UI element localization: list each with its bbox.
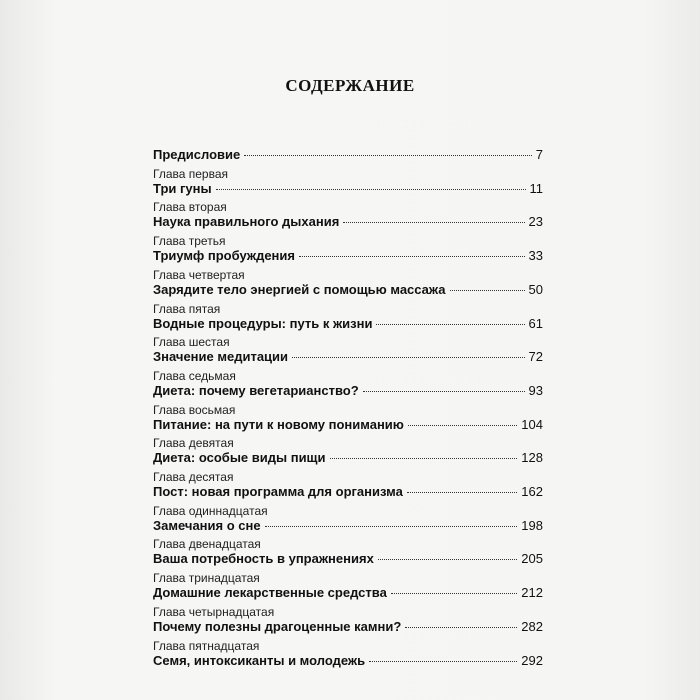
toc-title: Триумф пробуждения (153, 248, 295, 264)
toc-entry (153, 201, 543, 230)
toc-chapter-label: Глава одиннадцатая (153, 503, 268, 518)
toc-chapter-label: Глава третья (153, 234, 226, 249)
toc-entry (153, 471, 543, 500)
toc-page-number: 50 (528, 281, 543, 297)
toc-page-number: 61 (528, 315, 543, 331)
toc-title: Диета: почему вегетарианство? (153, 382, 359, 398)
toc-title: Домашние лекарственные средства (153, 585, 387, 601)
toc-title: Замечания о сне (153, 517, 261, 533)
toc-line (153, 316, 543, 332)
toc-leader-dots (299, 256, 525, 257)
toc-entry (153, 404, 543, 433)
toc-chapter-label: Глава четвертая (153, 267, 245, 282)
toc-entry (153, 134, 543, 163)
toc-page-number: 282 (521, 618, 543, 634)
toc-chapter-label: Глава шестая (153, 335, 230, 350)
toc-title: Почему полезны драгоценные камни? (153, 618, 402, 634)
toc-title: Пост: новая программа для организма (153, 484, 403, 499)
toc-leader-dots (408, 425, 517, 426)
toc-title: Ваша потребность в упражнениях (153, 551, 374, 567)
toc-page-number: 292 (521, 652, 543, 668)
toc-chapter-label: Глава первая (153, 166, 229, 181)
toc-line (153, 551, 543, 567)
toc-entry (153, 168, 543, 197)
toc-page-number: 11 (529, 180, 543, 196)
toc-leader-dots (376, 324, 524, 325)
toc-leader-dots (407, 492, 517, 493)
toc-entry (153, 505, 543, 534)
toc-entry (153, 572, 543, 601)
toc-chapter-label: Глава десятая (153, 470, 234, 484)
toc-entry (153, 538, 543, 567)
toc-entry (153, 235, 543, 264)
toc-title: Диета: особые виды пищи (153, 450, 326, 466)
toc-leader-dots (378, 559, 518, 560)
toc-line (153, 349, 543, 365)
toc-chapter-label: Глава вторая (153, 200, 227, 215)
toc-title: Три гуны (153, 180, 212, 196)
toc-page-number: 33 (528, 248, 543, 264)
toc-entry (153, 370, 543, 399)
toc-line (153, 484, 543, 500)
toc-leader-dots (292, 357, 525, 358)
toc-page-number: 23 (528, 214, 543, 230)
toc-page-number: 104 (521, 416, 543, 432)
toc-leader-dots (343, 222, 524, 223)
toc-chapter-label: Глава восьмая (153, 402, 236, 417)
toc-title: Предисловие (153, 147, 241, 162)
toc-line (153, 282, 543, 298)
toc-entry (153, 303, 543, 332)
toc-line (153, 383, 543, 399)
toc-page-number: 198 (521, 517, 543, 533)
toc-entry (153, 336, 543, 365)
toc-line (153, 653, 543, 669)
toc-chapter-label: Глава двенадцатая (153, 537, 261, 552)
toc-leader-dots (369, 661, 517, 662)
toc-page-number: 72 (528, 349, 543, 365)
toc-chapter-label: Глава девятая (153, 436, 234, 451)
page-title: СОДЕРЖАНИЕ (285, 76, 415, 95)
toc-entry (153, 269, 543, 298)
toc-chapter-label: Глава пятнадцатая (153, 638, 260, 653)
toc-entry (153, 437, 543, 466)
toc-line (153, 417, 543, 433)
toc-page-number: 128 (521, 450, 543, 466)
toc-page-number: 93 (528, 382, 543, 398)
toc-page-number: 162 (521, 484, 543, 499)
toc-leader-dots (405, 627, 517, 628)
toc-leader-dots (244, 155, 532, 156)
toc-line (153, 518, 543, 534)
toc-line (153, 147, 543, 163)
toc-chapter-label (153, 134, 543, 147)
toc-line (153, 214, 543, 230)
toc-leader-dots (363, 391, 525, 392)
toc-leader-dots (391, 593, 517, 594)
toc-entry (153, 640, 543, 669)
toc-page-number: 7 (535, 147, 543, 162)
toc-leader-dots (216, 189, 526, 190)
toc-chapter-label: Глава тринадцатая (153, 571, 260, 586)
toc-page-number: 205 (521, 551, 543, 567)
toc-page-number: 212 (521, 585, 543, 601)
toc-title: Значение медитации (153, 349, 289, 365)
toc-chapter-label: Глава четырнадцатая (153, 604, 275, 619)
toc-line (153, 248, 543, 264)
toc-line (153, 450, 543, 466)
toc-chapter-label: Глава пятая (153, 301, 221, 316)
toc-line (153, 619, 543, 635)
toc-line (153, 585, 543, 601)
toc-chapter-label: Глава седьмая (153, 368, 236, 383)
toc-title: Наука правильного дыхания (153, 214, 340, 230)
toc-title: Семя, интоксиканты и молодежь (153, 652, 366, 668)
toc-title: Питание: на пути к новому пониманию (153, 416, 404, 432)
toc-leader-dots (265, 526, 518, 527)
toc-leader-dots (450, 290, 525, 291)
toc-entry (153, 606, 543, 635)
toc-leader-dots (330, 458, 518, 459)
toc-line (153, 181, 543, 197)
toc-title: Водные процедуры: путь к жизни (153, 315, 373, 331)
toc-title: Зарядите тело энергией с помощью массажа (153, 281, 446, 297)
